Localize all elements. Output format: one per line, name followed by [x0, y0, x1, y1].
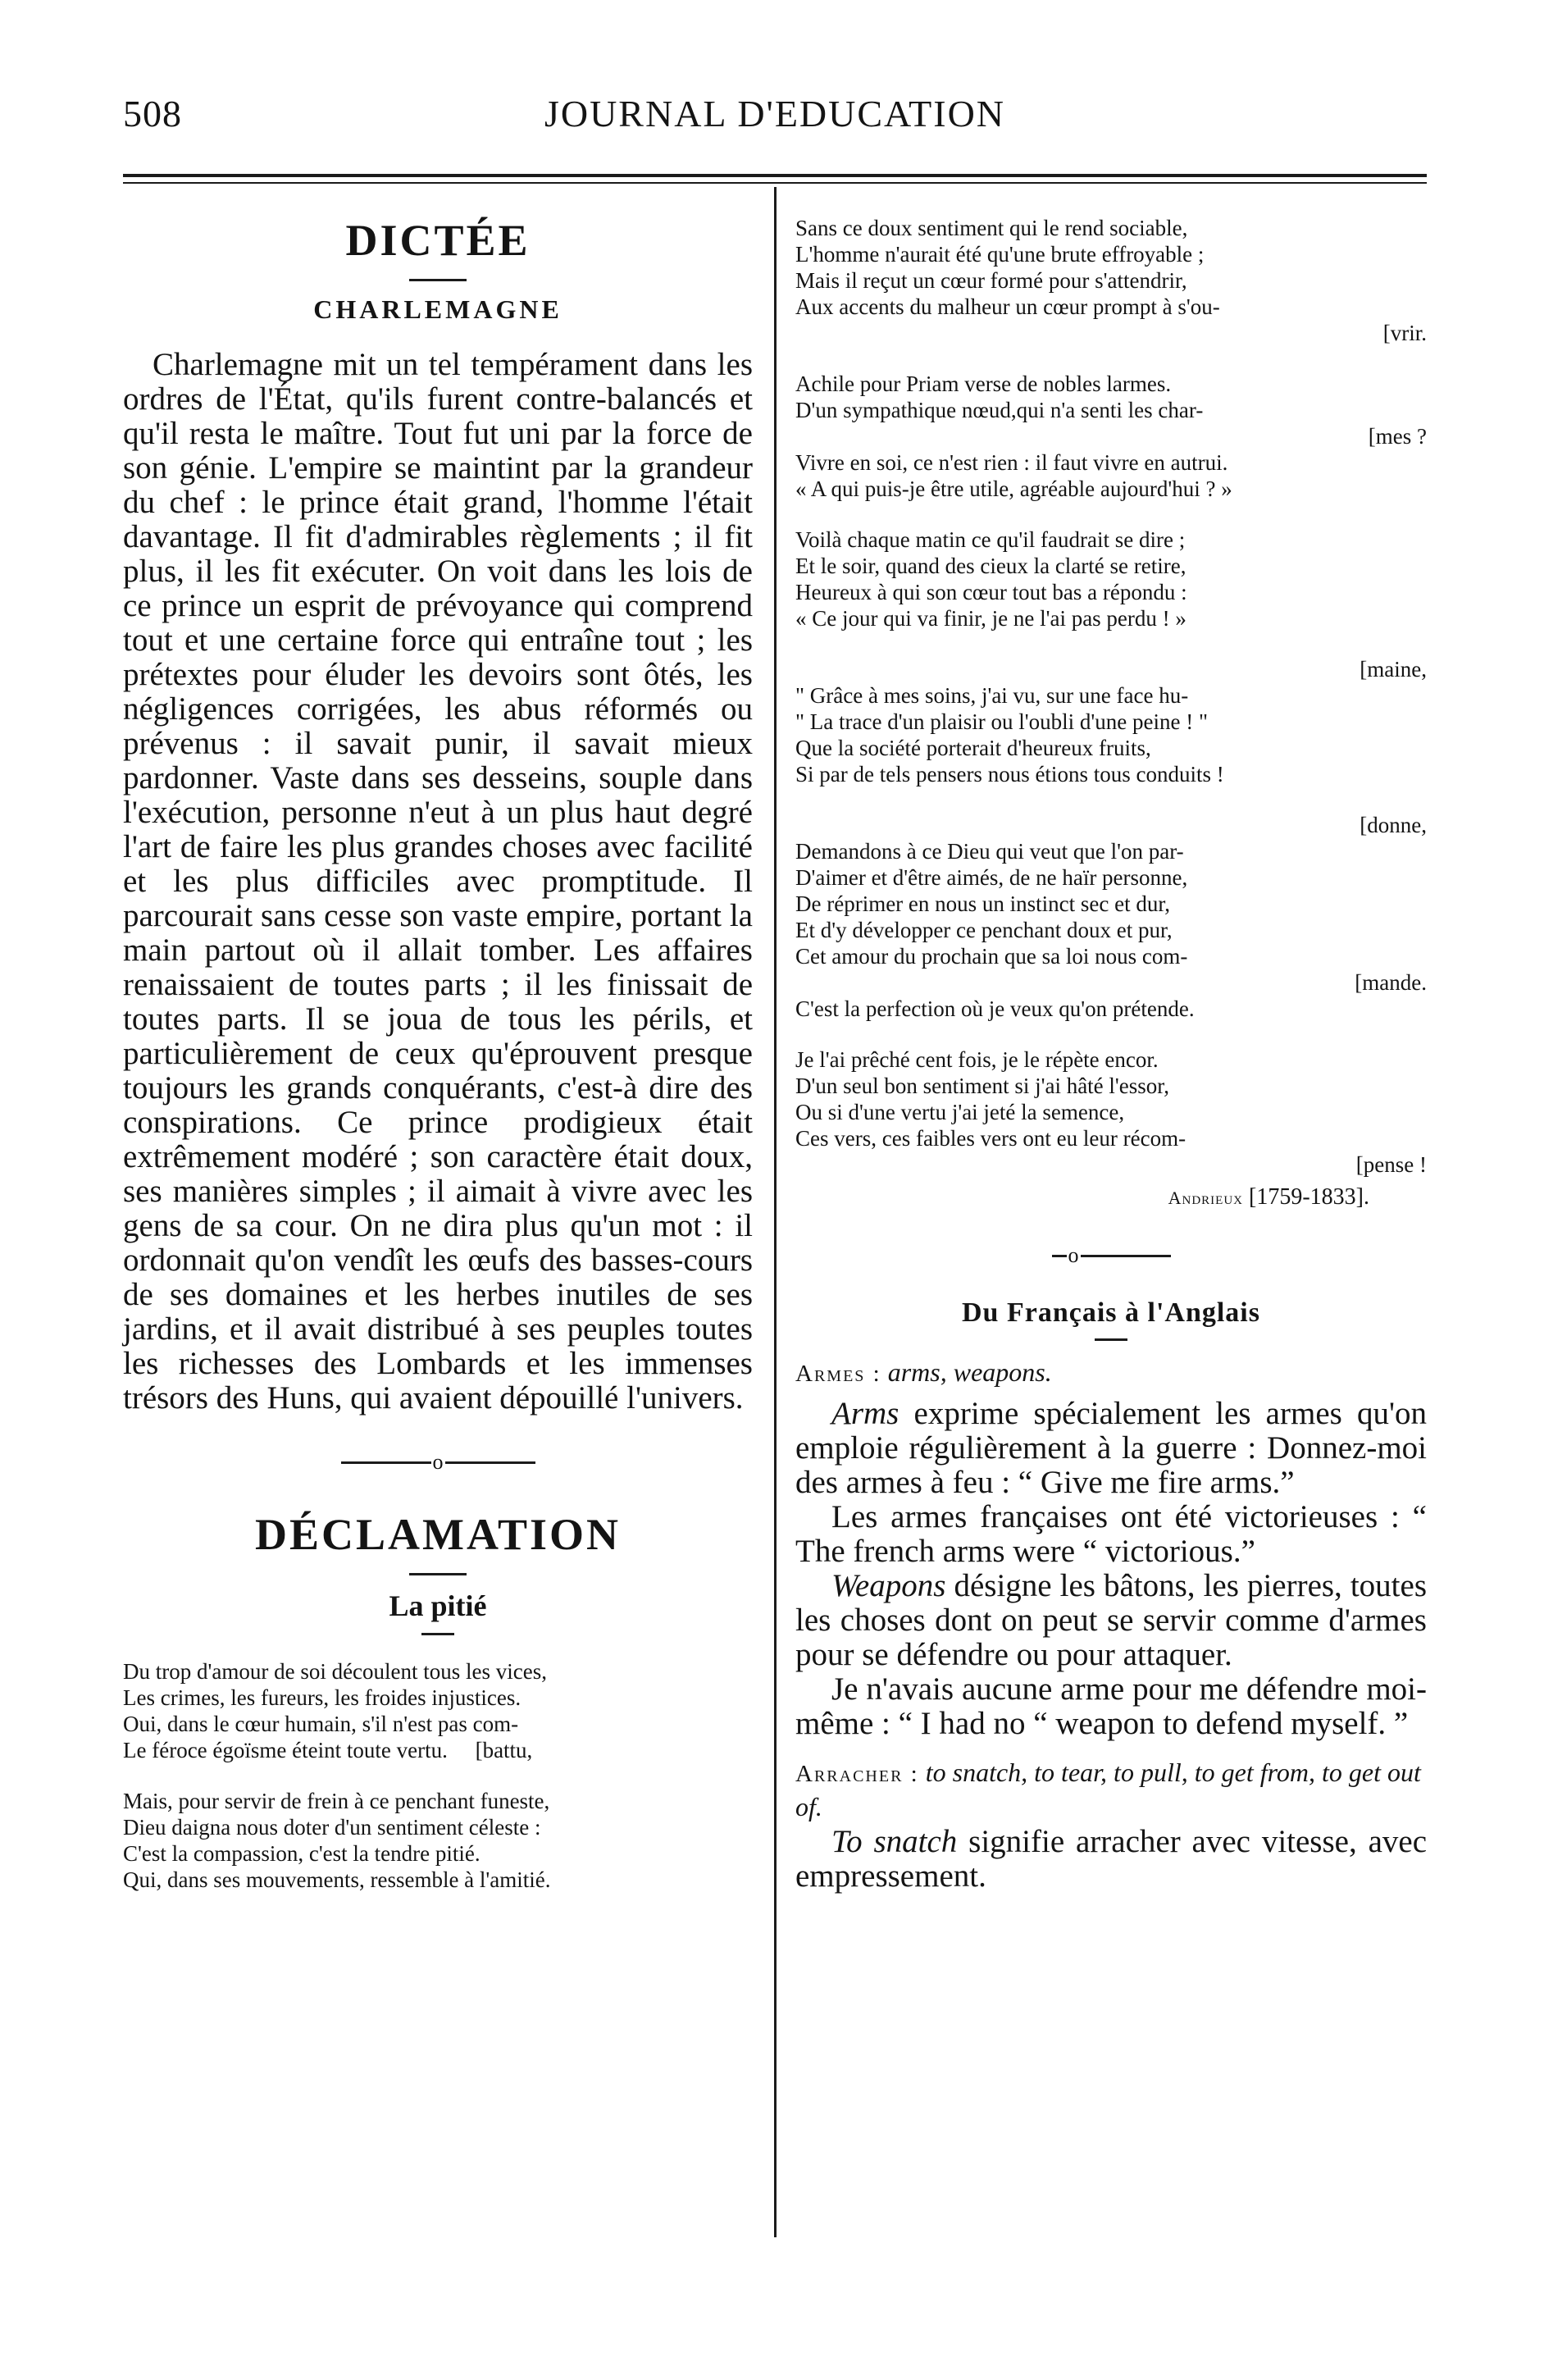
term-arracher	[795, 1756, 1427, 1823]
verse-line: Oui, dans le cœur humain, s'il n'est pas com-	[123, 1712, 519, 1737]
paragraph-text: exprime spécialement les armes qu'on emploie régulièrement à la guerre : Donnez-moi des armes à feu : “ Give me fire arms.”	[795, 1396, 1427, 1500]
verse-line: « A qui puis-je être utile, agréable aujourd'hui ? »	[795, 476, 1232, 501]
verse-line: C'est la compassion, c'est la tendre pitié.	[123, 1841, 481, 1867]
verse-line: « Ce jour qui va finir, je ne l'ai pas perdu ! »	[795, 606, 1186, 631]
separator-mark: o	[432, 1450, 444, 1475]
column-divider	[774, 187, 777, 2237]
translation-text	[795, 1825, 1427, 1894]
term-label: Arracher :	[795, 1761, 919, 1787]
dictee-title: DICTÉE	[345, 216, 531, 265]
paragraph-text: désigne les bâtons, les pierres, toutes les choses dont on peut se servir comme d'armes pour se défendre ou pour attaquer.	[795, 1568, 1428, 1672]
verse-line: " Grâce à mes soins, j'ai vu, sur une face hu-	[795, 683, 1189, 708]
term-definition: arms, weapons.	[887, 1357, 1052, 1387]
dictee-subtitle: CHARLEMAGNE	[313, 294, 562, 325]
paragraph	[795, 1569, 1427, 1672]
verse-line: [donne,	[1360, 813, 1427, 837]
section-separator	[795, 1243, 1427, 1268]
author-name: Andrieux	[1168, 1188, 1244, 1208]
title-dash	[409, 1573, 467, 1575]
verse-line: Mais il reçut un cœur formé pour s'attendrir,	[795, 268, 1187, 293]
verse-line: Du trop d'amour de soi découlent tous les vices,	[123, 1659, 548, 1685]
term-lead: To snatch	[831, 1824, 958, 1859]
verse-line: Vivre en soi, ce n'est rien : il faut vivre en autrui.	[795, 450, 1228, 475]
verse-line: Je l'ai prêché cent fois, je le répète encor.	[795, 1047, 1159, 1072]
paragraph: Les armes françaises ont été victorieuses : “ The french arms were “ victorious.”	[795, 1499, 1427, 1569]
section-separator	[123, 1450, 753, 1475]
paragraph	[795, 1397, 1427, 1500]
poem-stanza	[795, 812, 1427, 1022]
verse-line: Et le soir, quand des cieux la clarté se retire,	[795, 554, 1186, 578]
paragraph	[795, 1825, 1427, 1894]
paragraph-text: signifie arracher avec vitesse, avec empressement.	[795, 1824, 1428, 1894]
verse-line: Voilà chaque matin ce qu'il faudrait se dire ;	[795, 527, 1186, 552]
right-column	[795, 215, 1427, 1894]
term-lead: Weapons	[831, 1568, 946, 1603]
verse-line: L'homme n'aurait été qu'une brute effroyable ;	[795, 242, 1205, 267]
verse-line: Ces vers, ces faibles vers ont eu leur récom-	[795, 1126, 1186, 1151]
verse-line: " La trace d'un plaisir ou l'oubli d'une peine ! "	[795, 709, 1208, 734]
verse-line: Ou si d'une vertu j'ai jeté la semence,	[795, 1100, 1125, 1124]
page-number: 508	[123, 93, 182, 135]
term-label: Armes :	[795, 1361, 881, 1387]
poem-stanza	[795, 527, 1427, 631]
verse-line: [mande.	[1355, 970, 1427, 995]
poem-stanza	[795, 215, 1427, 346]
verse-line: [mes ?	[1368, 424, 1427, 449]
declamation-subtitle: La pitié	[389, 1589, 487, 1623]
verse-line: [pense !	[1355, 1152, 1427, 1177]
translation-title: Du Français à l'Anglais	[962, 1297, 1260, 1328]
poem-stanza	[123, 1788, 753, 1893]
subtitle-dash	[421, 1633, 454, 1635]
verse-line: De réprimer en nous un instinct sec et dur,	[795, 891, 1171, 916]
term-definition: to snatch, to tear, to pull, to get from, to get out of.	[795, 1758, 1421, 1821]
title-dash	[1095, 1338, 1127, 1341]
verse-line: Demandons à ce Dieu qui veut que l'on par-	[795, 839, 1184, 864]
verse-line: Qui, dans ses mouvements, ressemble à l'amitié.	[123, 1867, 551, 1893]
declamation-title: DÉCLAMATION	[254, 1510, 621, 1560]
poem-stanza	[795, 1046, 1427, 1178]
title-dash	[409, 279, 467, 281]
verse-line: D'aimer et d'être aimés, de ne haïr personne,	[795, 865, 1188, 890]
verse-line: C'est la perfection où je veux qu'on prétende.	[795, 996, 1195, 1021]
verse-line: Mais, pour servir de frein à ce penchant funeste,	[123, 1789, 550, 1814]
poem-signature	[795, 1184, 1369, 1211]
left-column	[123, 215, 753, 1917]
separator-mark: o	[1068, 1243, 1079, 1267]
header-rule-thick	[123, 174, 1427, 177]
verse-line: Sans ce doux sentiment qui le rend sociable,	[795, 216, 1188, 240]
verse-line: Cet amour du prochain que sa loi nous com-	[795, 944, 1188, 969]
verse-line: D'un sympathique nœud,qui n'a senti les char-	[795, 398, 1204, 422]
header-rule-thin	[123, 182, 1427, 184]
verse-line: [maine,	[1360, 657, 1427, 682]
journal-title: JOURNAL D'EDUCATION	[544, 93, 1006, 135]
term-armes	[795, 1356, 1427, 1390]
verse-line: Dieu daigna nous doter d'un sentiment céleste :	[123, 1815, 541, 1840]
verse-line: [vrir.	[1382, 321, 1427, 345]
verse-line: Que la société porterait d'heureux fruits,	[795, 736, 1151, 760]
verse-line: Le féroce égoïsme éteint toute vertu. [battu,	[123, 1738, 533, 1763]
verse-line: D'un seul bon sentiment si j'ai hâté l'essor,	[795, 1074, 1169, 1098]
poem-stanza	[795, 656, 1427, 787]
translation-text	[795, 1397, 1427, 1741]
term-lead: Arms	[831, 1396, 900, 1431]
verse-line: Et d'y développer ce penchant doux et pur,	[795, 918, 1173, 942]
dictee-text: Charlemagne mit un tel tempérament dans les ordres de l'État, qu'ils furent contre-balancés et qu'il resta le maître. Tout fut uni par la force de son génie. L'empire se maintint par la grandeur du chef : le prince était grand, l'homme l'était davantage. Il fit d'admirables règlements ; il fit plus, il les fit exécuter. On voit dans les lois de ce prince un esprit de prévoyance qui comprend tout et une certaine force qui entraîne tout ; les prétextes pour éluder les devoirs sont ôtés, les négligences corrigées, les abus réformés ou prévenus : il savait punir, il savait mieux pardonner. Vaste dans ses desseins, souple dans l'exécution, personne n'eut à un plus haut degré l'art de faire les plus grandes choses avec facilité et les plus difficiles avec promptitude. Il parcourait sans cesse son vaste empire, portant la main partout où il allait tomber. Les affaires renaissaient de toutes parts ; il les finissait de toutes parts. Il se joua de tous les périls, et particulièrement de ceux qu'éprouvent presque toujours les grands conquérants, c'est-à dire des conspirations. Ce prince prodigieux était extrêmement modéré ; son caractère était doux, ses manières simples ; il aimait à vivre avec les gens de sa cour. On ne dira plus qu'un mot : il ordonnait qu'on vendît les œufs des basses-cours de ses domaines et les herbes inutiles de ses jardins, et il avait distribué à ses peuples toutes les richesses des Lombards et les immenses trésors des Huns, qui avaient dépouillé l'univers.	[123, 347, 753, 1416]
verse-line: Si par de tels pensers nous étions tous conduits !	[795, 762, 1224, 786]
verse-line: Les crimes, les fureurs, les froides injustices.	[123, 1685, 521, 1711]
poem-stanza	[795, 371, 1427, 502]
page-header	[123, 92, 1427, 149]
poem-stanza	[123, 1658, 753, 1763]
verse-line: Heureux à qui son cœur tout bas a répondu :	[795, 580, 1187, 604]
verse-line: Achile pour Priam verse de nobles larmes.	[795, 372, 1172, 396]
author-dates: [1759-1833].	[1249, 1184, 1369, 1210]
paragraph: Je n'avais aucune arme pour me défendre moi-même : “ I had no “ weapon to defend myself. ”	[795, 1671, 1427, 1741]
verse-line: Aux accents du malheur un cœur prompt à s'ou-	[795, 294, 1220, 319]
